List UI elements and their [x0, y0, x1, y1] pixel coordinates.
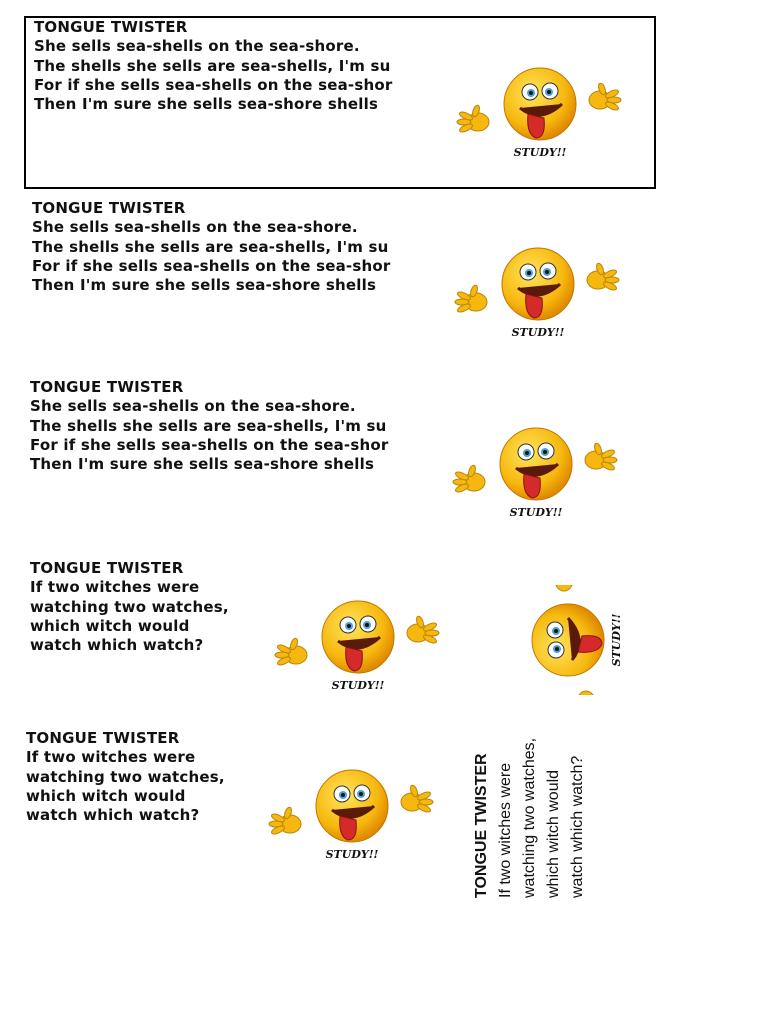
card-title: TONGUE TWISTER — [34, 18, 188, 36]
card-line: Then I'm sure she sells sea-shore shells — [34, 95, 379, 114]
card-title: TONGUE TWISTER — [30, 378, 184, 396]
svg-text:STUDY!!: STUDY!! — [331, 679, 385, 692]
card-line: watch which watch? — [30, 636, 204, 655]
card-line: watching two watches, — [26, 767, 225, 786]
tongue-twister-card-3 — [30, 378, 435, 474]
tongue-out-emoji-icon — [446, 422, 626, 532]
card-line: Then I'm sure she sells sea-shore shells — [30, 455, 375, 474]
card-line: The shells she sells are sea-shells, I'm su — [30, 416, 387, 435]
tongue-twister-card-5 — [26, 729, 266, 825]
card-line: She sells sea-shells on the sea-shore. — [32, 218, 358, 237]
card-line: For if she sells sea-shells on the sea-shor — [30, 435, 389, 454]
card-line: which witch would — [26, 786, 186, 805]
card-title: TONGUE TWISTER — [30, 559, 184, 577]
tongue-out-emoji-icon — [450, 62, 630, 172]
card-line: watch which watch? — [569, 755, 586, 898]
card-title: TONGUE TWISTER — [32, 199, 186, 217]
tongue-twister-card-2 — [32, 199, 438, 295]
card-line: watching two watches, — [30, 597, 229, 616]
tongue-twister-card-1 — [34, 18, 437, 114]
card-line: which witch would — [30, 616, 190, 635]
tongue-twister-vertical-card — [470, 738, 590, 898]
svg-text:STUDY!!: STUDY!! — [509, 506, 563, 519]
card-line: The shells she sells are sea-shells, I'm su — [34, 56, 391, 75]
card-title: TONGUE TWISTER — [26, 729, 180, 747]
svg-text:STUDY!!: STUDY!! — [325, 848, 379, 861]
svg-text:STUDY!!: STUDY!! — [513, 146, 567, 159]
tongue-out-emoji-icon — [268, 595, 448, 705]
card-line: If two witches were — [30, 578, 200, 597]
card-line: The shells she sells are sea-shells, I'm su — [32, 237, 389, 256]
card-line: For if she sells sea-shells on the sea-shor — [32, 256, 391, 275]
svg-text:STUDY!!: STUDY!! — [511, 326, 565, 339]
card-line: watch which watch? — [26, 806, 200, 825]
card-line: She sells sea-shells on the sea-shore. — [34, 37, 360, 56]
card-line: If two witches were — [497, 762, 514, 898]
tongue-out-emoji-icon — [262, 764, 442, 874]
tongue-out-emoji-icon — [448, 242, 628, 352]
card-line: If two witches were — [26, 748, 196, 767]
card-title: TONGUE TWISTER — [473, 753, 490, 898]
card-line: She sells sea-shells on the sea-shore. — [30, 397, 356, 416]
svg-text:STUDY!!: STUDY!! — [610, 613, 623, 667]
card-line: watching two watches, — [521, 737, 538, 898]
card-line: For if she sells sea-shells on the sea-shor — [34, 75, 393, 94]
card-line: which witch would — [545, 769, 562, 898]
tongue-twister-card-4 — [30, 559, 270, 655]
card-line: Then I'm sure she sells sea-shore shells — [32, 276, 377, 295]
tongue-out-emoji-rotated-icon — [516, 585, 636, 695]
